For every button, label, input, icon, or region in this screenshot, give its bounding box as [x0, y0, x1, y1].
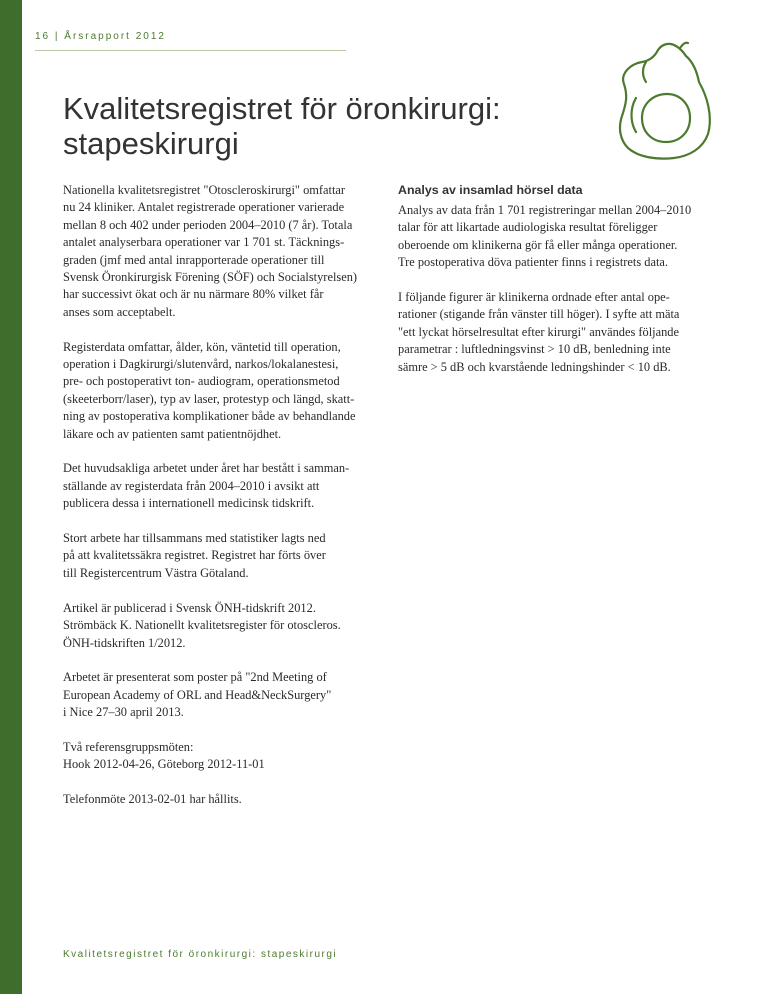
body-paragraph-figures: I följande figurer är klinikerna ordnade efter antal ope- rationer (stigande från vänster till höger). I syfte att mäta "ett lyckat hörselresultat efter kirurgi" användes följande parametrar : luftledningsvinst > 10 dB, benledning inte sämre > 5 dB och kvarstående ledningshinder < 10 dB.	[398, 290, 680, 374]
left-column	[63, 182, 379, 826]
body-paragraph-quality-assurance: Stort arbete har tillsammans med statistiker lagts ned på att kvalitetssäkra registret. Registret har förts över till Registercentrum Västra Götaland.	[63, 531, 326, 580]
body-paragraph-article: Artikel är publicerad i Svensk ÖNH-tidskrift 2012. Strömbäck K. Nationellt kvalitetsregister för otoscleros. ÖNH-tidskriften 1/2012.	[63, 600, 341, 650]
body-paragraph-coverage: Nationella kvalitetsregistret "Otoscleroskirurgi" omfattar nu 24 kliniker. Antalet registrerade operationer varierade mellan 8 och 402 under perioden 2004–2010 (7 år). Totala antalet analyserbara operationer var 1 701 st. Täcknings- graden (jmf med antal inrapporterade operationer till Svensk Öronkirurgisk Förening (SÖF) och Socialstyrelsen) har successivt ökat och är nu närmare 80% vilket får anses som acceptabelt.	[63, 183, 358, 319]
section-heading: Analys av insamlad hörsel data	[398, 183, 583, 197]
body-paragraph-main-work: Det huvudsakliga arbetet under året har bestått i samman- ställande av registerdata från 2004–2010 i avsikt att publicera dessa i internationell medicinsk tidskrift.	[63, 461, 350, 511]
body-paragraph-register-data: Registerdata omfattar, ålder, kön, väntetid till operation, operation i Dagkirurgi/slutenvård, narkos/lokalanestesi, pre- och postoperativt ton- audiogram, operationsmetod (skeeterborr/laser), typ av laser, protestyp och längd, skatt- ning av postoperativa komplikationer både av behandlande läkare och av patienten samt patientnöjdhet.	[63, 339, 356, 441]
page-title	[63, 91, 623, 161]
body-paragraph-analysis: Analys av data från 1 701 registreringar mellan 2004–2010 talar för att likartade audiologiska resultat föreligger oberoende om klinikerna gör få eller många operationer. Tre postoperativa döva patienter finns i registrets data.	[398, 203, 692, 270]
body-paragraph-reference-meetings: Två referensgruppsmöten: Hook 2012-04-26, Göteborg 2012-11-01	[63, 739, 265, 772]
running-footer: Kvalitetsregistret för öronkirurgi: stapeskirurgi	[63, 949, 338, 960]
right-column	[398, 182, 718, 393]
title-line-1: Kvalitetsregistret för öronkirurgi:	[63, 91, 501, 126]
page-edge-bar	[0, 0, 22, 994]
body-paragraph-poster: Arbetet är presenterat som poster på "2nd Meeting of European Academy of ORL and Head&NeckSurgery" i Nice 27–30 april 2013.	[63, 670, 332, 720]
body-paragraph-phone-meeting: Telefonmöte 2013-02-01 har hållits.	[63, 792, 242, 807]
title-line-2: stapeskirurgi	[63, 126, 239, 161]
header-rule	[35, 50, 346, 51]
running-head: 16 | Årsrapport 2012	[35, 31, 166, 42]
